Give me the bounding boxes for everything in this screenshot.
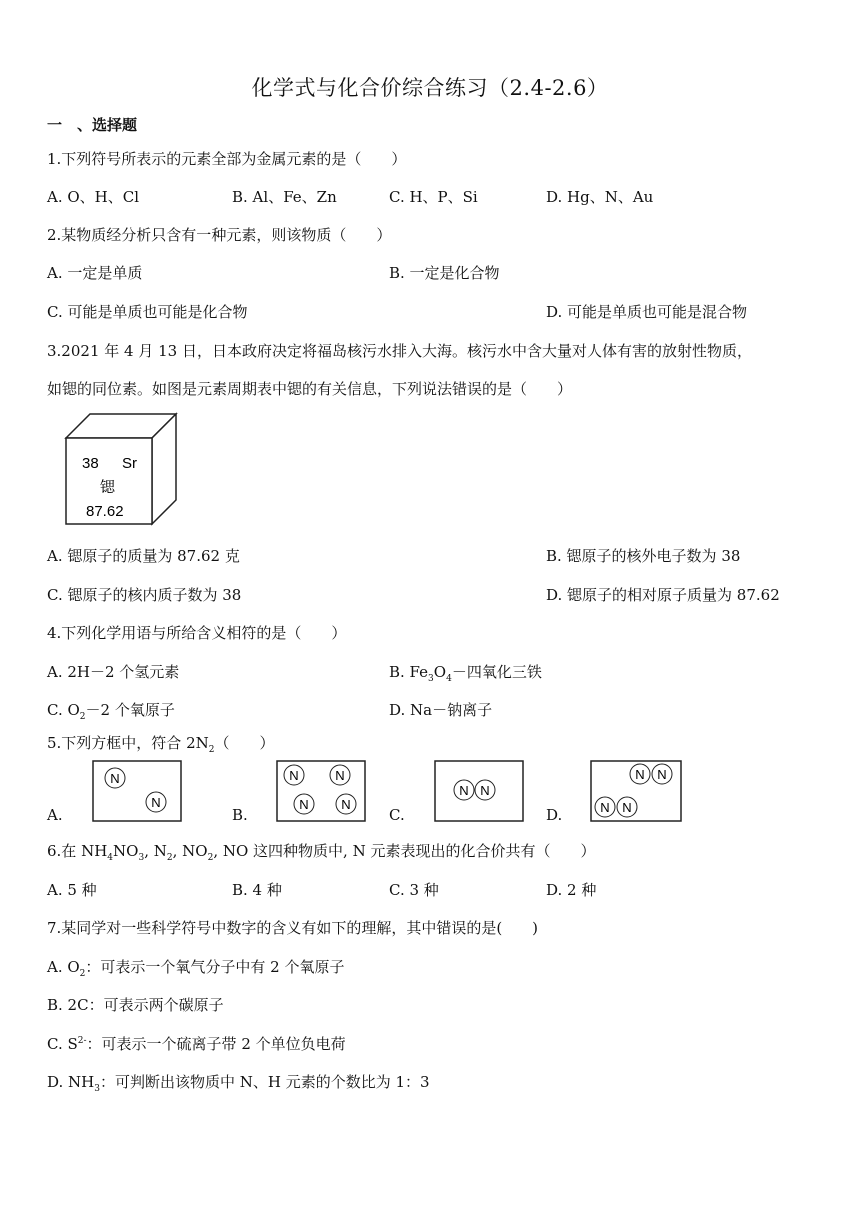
nitrogen-atom [294, 794, 314, 814]
q2-option-b[interactable]: B. 一定是化合物 [389, 264, 500, 282]
nitrogen-atom [617, 797, 637, 817]
element-symbol: Sr [122, 455, 137, 472]
q6-option-a[interactable]: A. 5 种 [47, 881, 97, 899]
q5-option-d-label[interactable]: D. [546, 806, 563, 824]
q4-option-c[interactable]: C. $O_2-2$ 个氧原子 [47, 701, 175, 722]
atom-label: N [600, 800, 610, 815]
atom-label: N [459, 783, 469, 798]
q6-stem: 6.在 $NH_4NO_3$, $N_2$, $NO_2$, NO 这四种物质中, N 元素表现出的化合价共有（ ） [47, 842, 596, 863]
q5-option-b-label[interactable]: B. [232, 806, 248, 824]
nitrogen-atom [330, 765, 350, 785]
nitrogen-atom [454, 780, 474, 800]
atom-label: N [299, 797, 309, 812]
atom-label: N [341, 797, 351, 812]
q5-option-a-diagram[interactable] [92, 760, 182, 822]
q2-option-d[interactable]: D. 可能是单质也可能是混合物 [546, 303, 748, 321]
q5-option-a-label[interactable]: A. [47, 806, 63, 824]
q6-option-c[interactable]: C. 3 种 [389, 881, 439, 899]
q7-stem: 7.某同学对一些科学符号中数字的含义有如下的理解，其中错误的是( ) [47, 919, 539, 937]
q7-option-a[interactable]: A. $O_2$：可表示一个氧气分子中有 2 个氧原子 [47, 958, 345, 979]
q5-option-b-diagram[interactable] [276, 760, 366, 822]
atom-label: N [335, 768, 345, 783]
q5-option-c-diagram[interactable] [434, 760, 524, 822]
nitrogen-atom [595, 797, 615, 817]
strontium-element-cube [62, 410, 180, 528]
nitrogen-atom [475, 780, 495, 800]
q4-option-d[interactable]: D. Na－钠离子 [389, 701, 493, 719]
q1-option-b[interactable]: B. Al、Fe、Zn [232, 188, 337, 206]
q5-option-d-diagram[interactable] [590, 760, 682, 822]
q3-option-d[interactable]: D. 锶原子的相对原子质量为 87.62 [546, 586, 780, 604]
q4-stem: 4.下列化学用语与所给含义相符的是（ ） [47, 624, 347, 642]
q2-option-c[interactable]: C. 可能是单质也可能是化合物 [47, 303, 248, 321]
q6-option-b[interactable]: B. 4 种 [232, 881, 282, 899]
nitrogen-atom [284, 765, 304, 785]
nitrogen-atom [652, 764, 672, 784]
q3-option-b[interactable]: B. 锶原子的核外电子数为 38 [546, 547, 741, 565]
atom-label: N [622, 800, 632, 815]
q7-option-c[interactable]: C. $S^{2-}$：可表示一个硫离子带 2 个单位负电荷 [47, 1035, 346, 1053]
q5-stem: 5.下列方框中，符合 $2N_2$（ ） [47, 734, 275, 755]
q2-option-a[interactable]: A. 一定是单质 [47, 264, 143, 282]
atom-label: N [635, 767, 645, 782]
q2-stem: 2.某物质经分析只含有一种元素，则该物质（ ） [47, 226, 392, 244]
q5-option-c-label[interactable]: C. [389, 806, 405, 824]
section-heading: 一 、选择题 [47, 116, 138, 134]
q3-stem-line2: 如锶的同位素。如图是元素周期表中锶的有关信息，下列说法错误的是（ ） [47, 380, 573, 398]
q4-option-b[interactable]: B. $Fe_3O_4-$四氧化三铁 [389, 663, 542, 684]
q1-option-a[interactable]: A. O、H、Cl [47, 188, 140, 206]
nitrogen-atom [630, 764, 650, 784]
element-mass: 87.62 [86, 503, 124, 520]
q1-option-d[interactable]: D. Hg、N、Au [546, 188, 654, 206]
q3-option-a[interactable]: A. 锶原子的质量为 87.62 克 [47, 547, 240, 565]
nitrogen-atom [336, 794, 356, 814]
nitrogen-atom [105, 768, 125, 788]
atom-label: N [657, 767, 667, 782]
page-title: 化学式与化合价综合练习（2.4-2.6） [251, 76, 609, 100]
atom-label: N [151, 795, 161, 810]
q7-option-b[interactable]: B. 2C：可表示两个碳原子 [47, 996, 224, 1014]
q6-option-d[interactable]: D. 2 种 [546, 881, 597, 899]
q3-stem-line1: 3.2021 年 4 月 13 日，日本政府决定将福岛核污水排入大海。核污水中含大量对人体有害的放射性物质， [47, 342, 752, 360]
element-name: 锶 [100, 478, 116, 496]
atom-label: N [110, 771, 120, 786]
atom-label: N [289, 768, 299, 783]
q3-option-c[interactable]: C. 锶原子的核内质子数为 38 [47, 586, 242, 604]
q1-option-c[interactable]: C. H、P、Si [389, 188, 478, 206]
nitrogen-atom [146, 792, 166, 812]
q7-option-d[interactable]: D. $NH_3$：可判断出该物质中 N、H 元素的个数比为 1：3 [47, 1073, 430, 1094]
atom-label: N [480, 783, 490, 798]
element-number: 38 [82, 455, 99, 472]
q1-stem: 1.下列符号所表示的元素全部为金属元素的是（ ） [47, 150, 407, 168]
q4-option-a[interactable]: A. 2H－2 个氢元素 [47, 663, 180, 681]
